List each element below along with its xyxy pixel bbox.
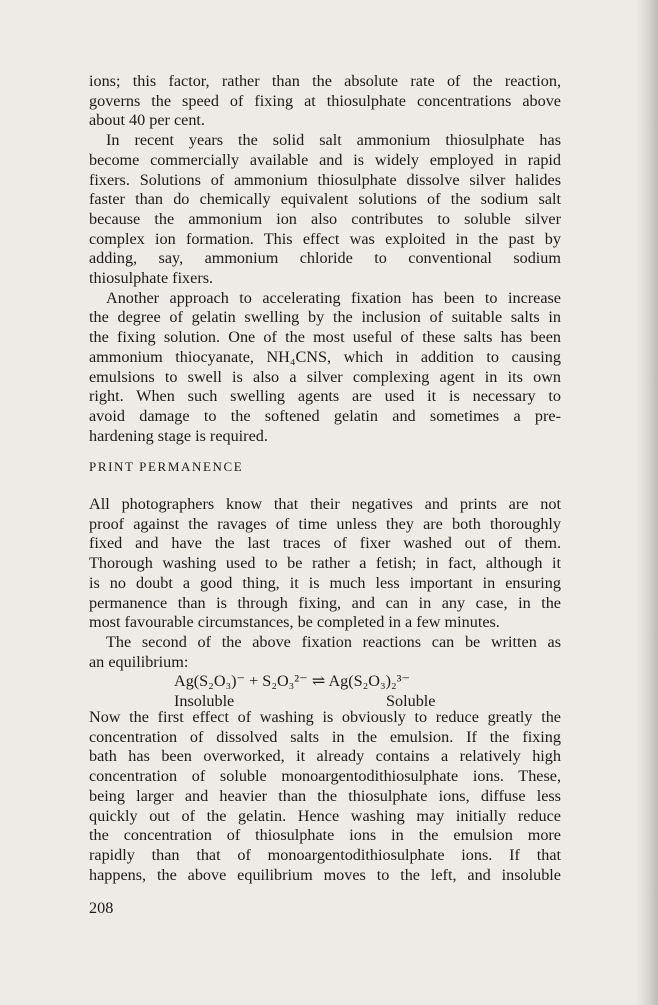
page-number: 208: [89, 899, 114, 917]
text-line: In recent years the solid salt ammonium thiosulphate has: [106, 131, 561, 150]
section-heading: PRINT PERMANENCE: [89, 459, 244, 474]
text-line: permanence than is through fixing, and can in any case, in the: [89, 593, 561, 612]
text-line: the fixing solution. One of the most useful of these salts has been: [89, 328, 561, 347]
text-line: about 40 per cent.: [89, 111, 205, 130]
text-line: most favourable circumstances, be completed in a few minutes.: [89, 613, 500, 632]
text-line: adding, say, ammonium chloride to conventional sodium: [89, 249, 561, 268]
text-line: fixed and have the last traces of fixer washed out of them.: [89, 534, 561, 553]
text-line: the degree of gelatin swelling by the inclusion of suitable salts in: [89, 308, 561, 327]
text-line: complex ion formation. This effect was exploited in the past by: [89, 229, 561, 248]
text-line: Thorough washing used to be rather a fetish; in fact, although it: [89, 554, 561, 573]
text-line: Another approach to accelerating fixation has been to increase: [106, 288, 561, 307]
equation: Ag(S₂O₃)⁻ + S₂O₃²⁻ ⇌ Ag(S₂O₃)₂³⁻: [174, 672, 411, 690]
text-line: ammonium thiocyanate, NH₄CNS, which in addition to causing: [89, 347, 561, 366]
text-line: quickly out of the gelatin. Hence washing may initially reduce: [89, 806, 561, 825]
text-line: the concentration of thiosulphate ions in the emulsion more: [89, 826, 561, 845]
text-line: an equilibrium:: [89, 652, 189, 671]
text-line: concentration of dissolved salts in the emulsion. If the fixing: [89, 727, 561, 746]
text-line: faster than do chemically equivalent solutions of the sodium salt: [89, 190, 561, 209]
text-line: ions; this factor, rather than the absolute rate of the reaction,: [89, 72, 561, 90]
text-line: is no doubt a good thing, it is much less important in ensuring: [89, 573, 561, 592]
body-text-middle: [89, 495, 561, 672]
text-line: fixers. Solutions of ammonium thiosulphate dissolve silver halides: [89, 170, 561, 189]
text-line: governs the speed of fixing at thiosulphate concentrations above: [89, 91, 561, 110]
text-line: because the ammonium ion also contributes to soluble silver: [89, 209, 561, 228]
page-edge-shadow: [636, 0, 658, 1005]
equation-label-soluble: Soluble: [386, 692, 436, 710]
text-line: Now the first effect of washing is obviously to reduce greatly the: [89, 708, 561, 726]
body-text-bottom: [89, 708, 561, 885]
text-line: become commercially available and is widely employed in rapid: [89, 150, 561, 169]
text-line: avoid damage to the softened gelatin and sometimes a pre-: [89, 406, 561, 425]
text-line: concentration of soluble monoargentodithiosulphate ions. These,: [89, 767, 561, 786]
text-line: proof against the ravages of time unless they are both thoroughly: [89, 514, 561, 533]
body-text-top: [89, 72, 561, 446]
text-line: The second of the above fixation reactions can be written as: [106, 632, 561, 651]
text-line: bath has been overworked, it already contains a relatively high: [89, 747, 561, 766]
text-line: happens, the above equilibrium moves to the left, and insoluble: [89, 865, 561, 884]
text-line: emulsions to swell is also a silver complexing agent in its own: [89, 367, 561, 386]
text-line: right. When such swelling agents are used it is necessary to: [89, 387, 561, 406]
text-line: hardening stage is required.: [89, 426, 268, 445]
text-line: All photographers know that their negatives and prints are not: [89, 495, 561, 513]
text-line: rapidly than that of monoargentodithiosulphate ions. If that: [89, 845, 561, 864]
text-line: being larger and heavier than the thiosulphate ions, diffuse less: [89, 786, 561, 805]
text-line: thiosulphate fixers.: [89, 269, 214, 288]
equation-label-insoluble: Insoluble: [174, 692, 235, 710]
